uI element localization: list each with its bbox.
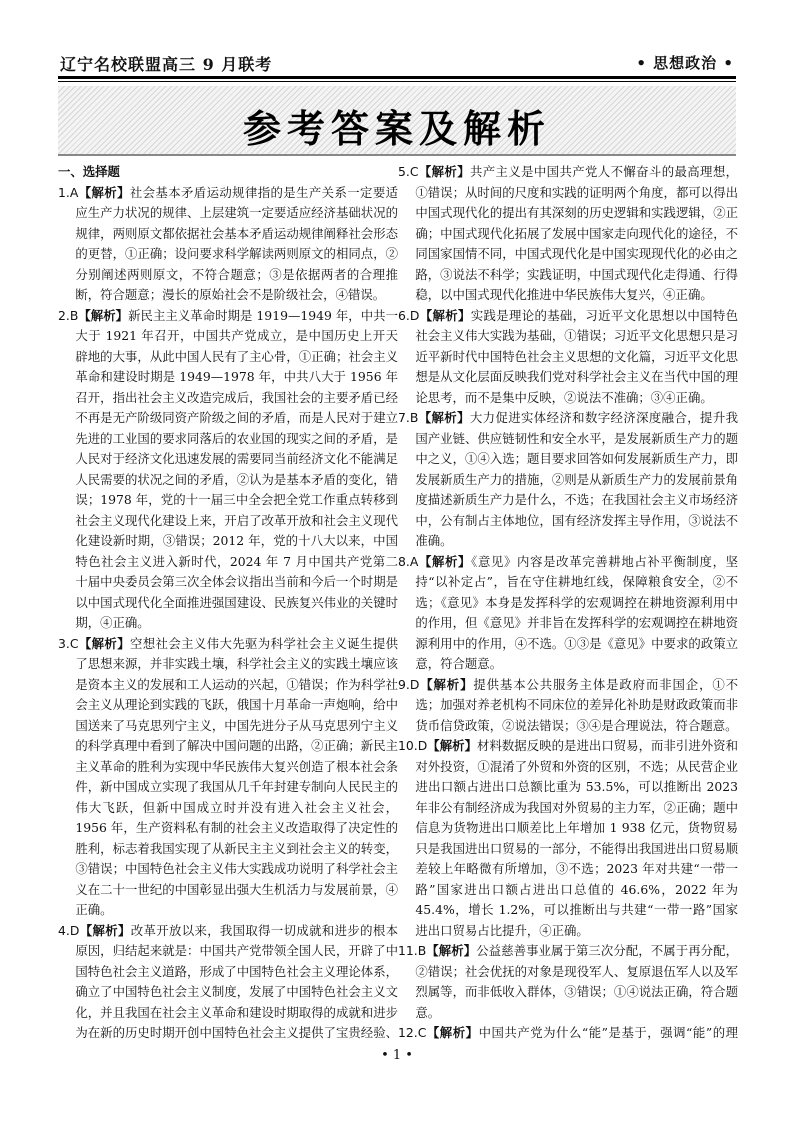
header-rule-thin bbox=[58, 81, 736, 82]
analysis-tag: 【解析】 bbox=[78, 184, 130, 200]
answer-number: 5.C bbox=[398, 164, 419, 179]
answer-item bbox=[398, 552, 738, 675]
answer-number: 1.A bbox=[58, 184, 79, 200]
answer-item bbox=[58, 306, 398, 634]
answer-item bbox=[398, 1023, 738, 1042]
analysis-tag: 【解析】 bbox=[78, 307, 129, 323]
right-column bbox=[398, 162, 738, 1042]
analysis-tag: 【解析】 bbox=[418, 410, 470, 425]
answer-item bbox=[398, 306, 738, 409]
answer-text: 社会基本矛盾运动规律指的是生产关系一定要适应生产力状况的规律、上层建筑一定要适应经济基础状况的规律，两则原文都依据社会基本矛盾运动规律阐释社会形态的更替，①正确；设问要求科学解读两则原文的相同点，②分别阐述两则原文，不符合题意；③是依据两者的合理推断，符合题意；漫长的原始社会不是阶级社会，④错误。 bbox=[75, 184, 398, 302]
answer-text: 提供基本公共服务主体是政府而非国企，①不选；加强对养老机构不同床位的差异化补助是财政政策而非货币信贷政策，②说法错误；③④是合理说法，符合题意。 bbox=[415, 676, 738, 733]
title-banner bbox=[58, 86, 736, 156]
section-title: 一、选择题 bbox=[58, 164, 120, 179]
answer-text: 《意见》内容是改革完善耕地占补平衡制度，坚持“以补定占”，旨在守住耕地红线，保障粮食安全，②不选；《意见》本身是发挥科学的宏观调控在耕地资源利用中的作用，但《意见》并非旨在发挥科学的宏观调控在耕地资源利用中的作用，④不选。①③是《意见》中要求的政策立意，符合题意。 bbox=[415, 553, 738, 671]
answer-number: 3.C bbox=[58, 635, 79, 651]
answer-number: 2.B bbox=[58, 307, 79, 323]
answer-number: 9.D bbox=[398, 676, 420, 692]
answer-text: 公益慈善事业属于第三次分配，不属于再分配，②错误；社会优抚的对象是现役军人、复原退伍军人以及军烈属等，而非低收入群体，③错误；①④说法正确，符合题意。 bbox=[415, 943, 738, 1020]
answer-item bbox=[58, 921, 398, 1043]
exam-title: 辽宁名校联盟高三 9 月联考 bbox=[60, 55, 273, 74]
answer-number: 12.C bbox=[398, 1025, 427, 1040]
analysis-tag: 【解析】 bbox=[418, 553, 472, 569]
answer-text: 改革开放以来，我国取得一切成就和进步的根本原因，归结起来就是：中国共产党带领全国人民，开辟了中国特色社会主义道路，形成了中国特色社会主义理论体系，确立了中国特色社会主义制度，发展了中国特色社会主义文化，并且我国在社会主义革命和建设时期取得的成就和进步为在新的历史时期开创中国特色社会主义提供了宝贵经验、 bbox=[75, 922, 398, 1040]
answer-text: 大力促进实体经济和数字经济深度融合，提升我国产业链、供应链韧性和安全水平，是发展新质生产力的题中之义，①④入选；题目要求回答如何发展新质生产力，即发展新质生产力的措施，②则是从新质生产力的发展前景角度描述新质生产力是什么，不选；在我国社会主义市场经济中，公有制占主体地位，国有经济发挥主导作用，③说法不准确。 bbox=[415, 410, 738, 548]
analysis-tag: 【解析】 bbox=[78, 635, 130, 651]
answer-number: 10.D bbox=[398, 738, 428, 753]
header-rule-thick bbox=[58, 76, 736, 79]
answer-text: 中国共产党为什么“能”是基于，强调“能”的理 bbox=[478, 1025, 738, 1040]
answer-item bbox=[398, 408, 738, 552]
answer-text: 共产主义是中国共产党人不懈奋斗的最高理想，①错误；从时间的尺度和实践的证明两个角度，都可以得出中国式现代化的提出有其深刻的历史逻辑和实践逻辑，②正确；中国式现代化拓展了发展中国家走向现代化的途径，不同国家国情不同，中国式现代化是中国实现现代化的必由之路，③说法不科学；实践证明，中国式现代化走得通、行得稳，以中国式现代化推进中华民族伟大复兴，④正确。 bbox=[415, 164, 738, 302]
answer-number: 7.B bbox=[398, 410, 419, 425]
answer-item bbox=[58, 183, 398, 306]
answer-item bbox=[398, 736, 738, 941]
page-number: • 1 • bbox=[381, 1048, 413, 1063]
answer-item bbox=[398, 941, 738, 1023]
answer-number: 11.B bbox=[398, 943, 427, 958]
analysis-tag: 【解析】 bbox=[427, 738, 478, 753]
answer-item bbox=[398, 675, 738, 737]
answer-number: 8.A bbox=[398, 553, 419, 569]
answer-text: 实践是理论的基础，习近平文化思想以中国特色社会主义伟大实践为基础，①错误；习近平文化思想只是习近平新时代中国特色社会主义思想的文化篇，习近平文化思想是从文化层面反映我们党对科学社会主义在当代中国的理论思考，而不是集中反映，②说法不准确；③④正确。 bbox=[415, 307, 738, 405]
answer-number: 6.D bbox=[398, 307, 420, 323]
answer-item bbox=[58, 634, 398, 921]
analysis-tag: 【解析】 bbox=[419, 307, 471, 323]
answer-text: 材料数据反映的是进出口贸易，而非引进外资和对外投资，①混淆了外贸和外资的区别，不选；从民营企业进出口额占进出口总额比重为 53.5%，可以推断出 2023 年非公有制经济成为我国对外贸易的主力军，②正确；题中信息为货物进出口顺差比上年增加 1 938 亿元，货物贸易只是我国进出口贸易的一部分，不能得出我国进出口贸易顺差较上年略微有所增加，③不选；2023 年对共建“一带一路”国家进出口额占进出口总值的 46.6%，2022 年为 45.4%，增长 1.2%，可以推断出与共建“一带一路”国家进出口贸易占比提升，④正确。 bbox=[415, 738, 738, 938]
analysis-tag: 【解析】 bbox=[426, 1025, 479, 1040]
subject-label: • 思想政治 • bbox=[636, 54, 734, 72]
analysis-tag: 【解析】 bbox=[418, 164, 470, 179]
answer-text: 新民主主义革命时期是 1919—1949 年，中共一大于 1921 年召开，中国共产党成立，是中国历史上开天辟地的大事，从此中国人民有了主心骨，①正确；社会主义革命和建设时期是 1949—1978 年，中共八大于 1956 年召开，指出社会主义改造完成后，我国社会的主要矛盾已经不再是无产阶级同资产阶级之间的矛盾，而是人民对于建立先进的工业国的要求同落后的农业国的现实之间的矛盾，是人民对于经济文化迅速发展的需要同当前经济文化不能满足人民需要的状况之间的矛盾，②认为是基本矛盾的变化，错误；1978 年，党的十一届三中全会把全党工作重点转移到社会主义现代化建设上来，开启了改革开放和社会主义现代化建设新时期，③错误；2012 年，党的十八大以来，中国特色社会主义进入新时代，2024 年 7 月中国共产党第二十届中央委员会第三次全体会议指出当前和今后一个时期是以中国式现代化全面推进强国建设、民族复兴伟业的关键时期，④正确。 bbox=[75, 307, 398, 630]
left-column bbox=[58, 162, 398, 1042]
answer-text: 空想社会主义伟大先驱为科学社会主义诞生提供了思想来源，并非实践土壤，科学社会主义的实践土壤应该是资本主义的发展和工人运动的兴起，①错误；作为科学社会主义从理论到实践的飞跃，俄国十月革命一声炮响，给中国送来了马克思列宁主义，中国先进分子从马克思列宁主义的科学真理中看到了解决中国问题的出路，②正确；新民主主义革命的胜利为实现中华民族伟大复兴创造了根本社会条件，新中国成立实现了我国从几千年封建专制向人民民主的伟大飞跃，但新中国成立时并没有进入社会主义社会，1956 年，生产资料私有制的社会主义改造取得了决定性的胜利，标志着我国实现了从新民主主义到社会主义的转变，③错误；中国特色社会主义伟大实践成功说明了科学社会主义在二十一世纪的中国彰显出强大生机活力与发展前景，④正确。 bbox=[75, 635, 398, 917]
answer-item bbox=[398, 162, 738, 306]
answer-number: 4.D bbox=[58, 922, 80, 938]
analysis-tag: 【解析】 bbox=[419, 676, 474, 692]
analysis-tag: 【解析】 bbox=[79, 922, 131, 938]
page-header bbox=[58, 48, 736, 74]
analysis-tag: 【解析】 bbox=[426, 943, 477, 958]
page-title: 参考答案及解析 bbox=[242, 107, 551, 151]
